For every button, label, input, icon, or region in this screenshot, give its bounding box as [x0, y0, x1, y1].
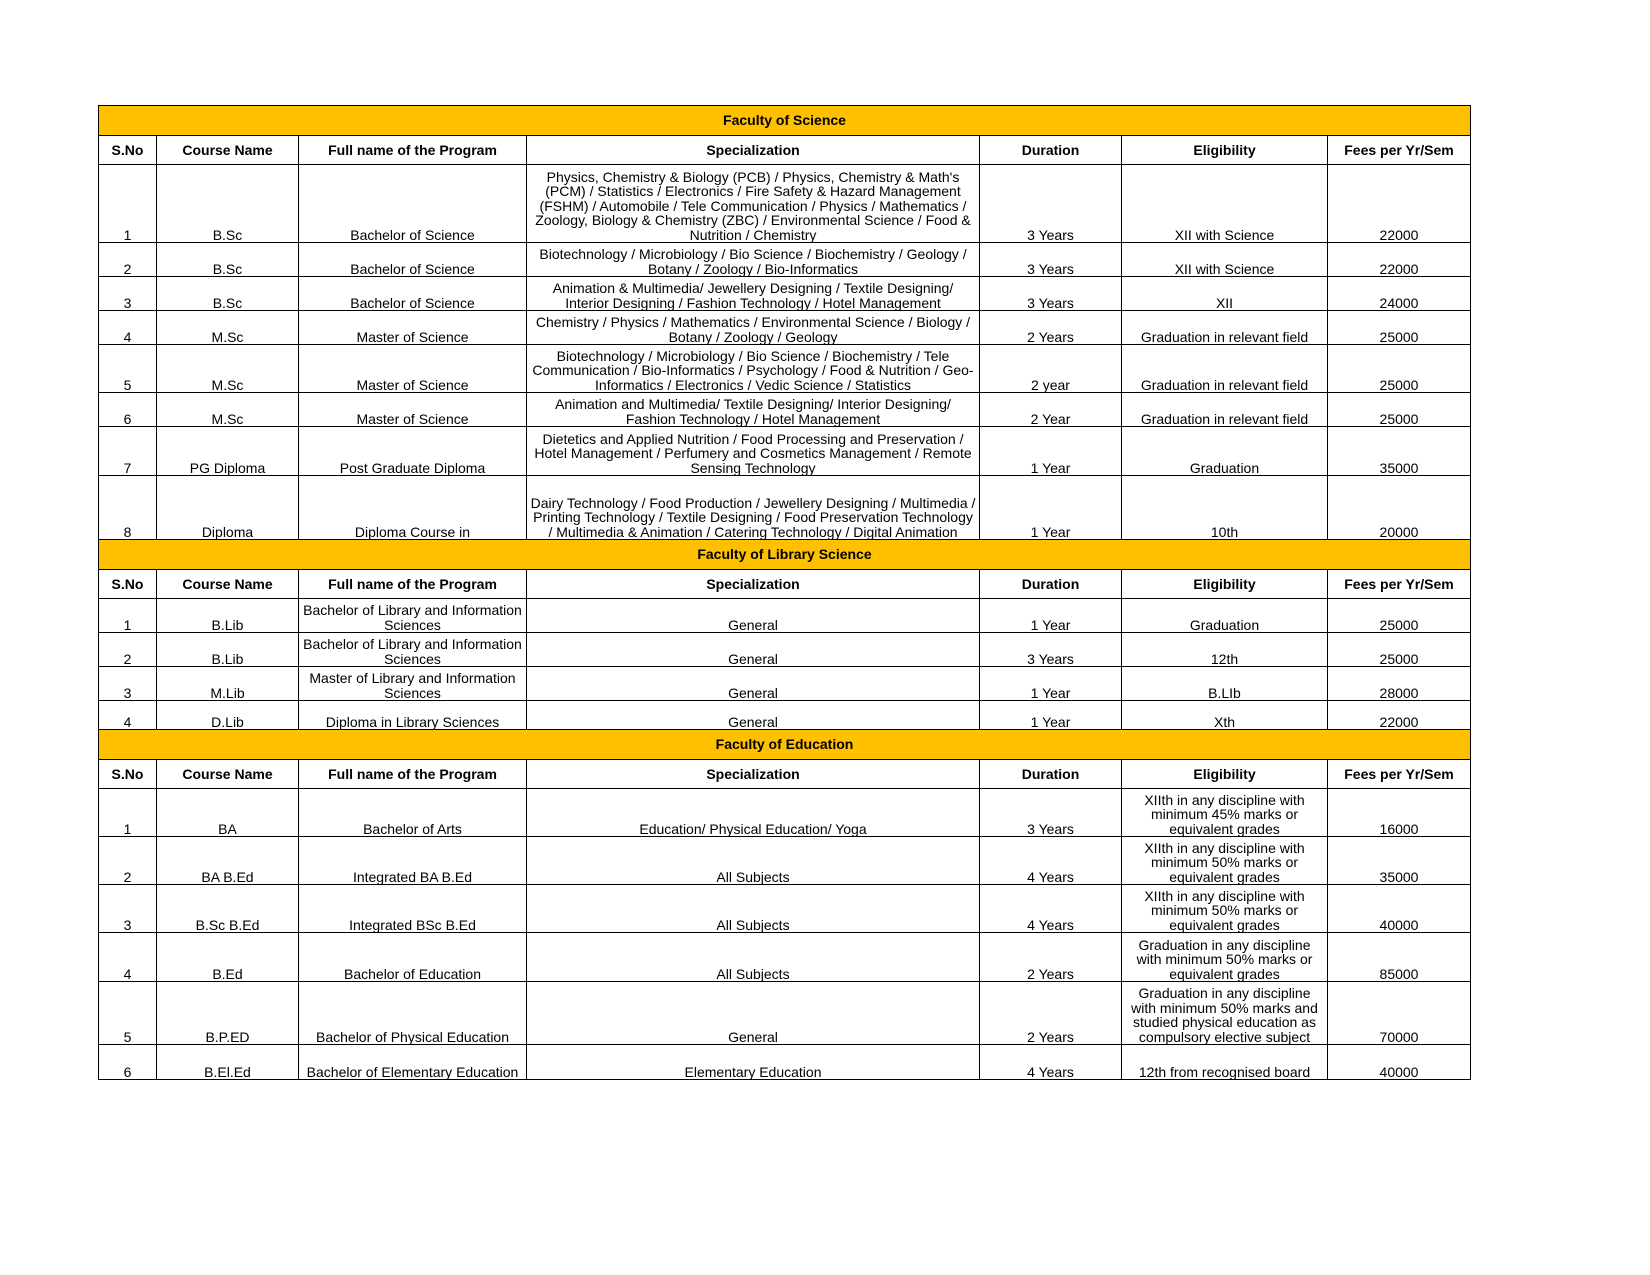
cell-course: BA [157, 789, 299, 837]
faculty-title: Faculty of Science [99, 106, 1471, 136]
cell-full: Bachelor of Physical Education [299, 982, 527, 1045]
cell-fees: 25000 [1328, 633, 1471, 667]
cell-spec: Education/ Physical Education/ Yoga [527, 789, 980, 837]
cell-spec: Animation and Multimedia/ Textile Designing/ Interior Designing/ Fashion Technology / Hotel Management [527, 393, 980, 427]
cell-elig: Graduation in relevant field [1122, 311, 1328, 345]
cell-sno: 1 [99, 165, 157, 243]
cell-fees: 40000 [1328, 1045, 1471, 1080]
cell-sno: 6 [99, 1045, 157, 1080]
column-header-spec: Specialization [527, 136, 980, 165]
cell-elig: XIIth in any discipline with minimum 50% marks or equivalent grades [1122, 837, 1328, 885]
cell-elig: Graduation in any discipline with minimum 50% marks or equivalent grades [1122, 933, 1328, 982]
cell-full: Master of Science [299, 393, 527, 427]
faculty-title: Faculty of Education [99, 730, 1471, 760]
cell-elig: XII [1122, 277, 1328, 311]
cell-fees: 35000 [1328, 837, 1471, 885]
cell-duration: 4 Years [980, 1045, 1122, 1080]
cell-course: BA B.Ed [157, 837, 299, 885]
courses-table [98, 105, 1471, 1080]
cell-full: Post Graduate Diploma [299, 427, 527, 476]
table-row [99, 982, 1471, 1045]
column-header-full: Full name of the Program [299, 570, 527, 599]
cell-course: B.Lib [157, 633, 299, 667]
cell-course: B.Sc B.Ed [157, 885, 299, 933]
cell-fees: 24000 [1328, 277, 1471, 311]
cell-fees: 25000 [1328, 345, 1471, 393]
cell-duration: 1 Year [980, 427, 1122, 476]
header-row [99, 136, 1471, 165]
cell-sno: 8 [99, 476, 157, 540]
cell-fees: 16000 [1328, 789, 1471, 837]
cell-full: Bachelor of Science [299, 243, 527, 277]
cell-full: Bachelor of Education [299, 933, 527, 982]
cell-elig: B.LIb [1122, 667, 1328, 701]
cell-duration: 2 year [980, 345, 1122, 393]
cell-spec: Elementary Education [527, 1045, 980, 1080]
cell-elig: Xth [1122, 701, 1328, 730]
cell-sno: 4 [99, 701, 157, 730]
cell-elig: 12th from recognised board [1122, 1045, 1328, 1080]
column-header-fees: Fees per Yr/Sem [1328, 136, 1471, 165]
cell-elig: 12th [1122, 633, 1328, 667]
cell-sno: 2 [99, 243, 157, 277]
table-row [99, 599, 1471, 633]
cell-full: Bachelor of Science [299, 165, 527, 243]
cell-duration: 1 Year [980, 599, 1122, 633]
table-row [99, 393, 1471, 427]
cell-fees: 40000 [1328, 885, 1471, 933]
cell-duration: 2 Years [980, 982, 1122, 1045]
cell-sno: 3 [99, 667, 157, 701]
table-row [99, 277, 1471, 311]
cell-course: PG Diploma [157, 427, 299, 476]
column-header-duration: Duration [980, 760, 1122, 789]
cell-spec: General [527, 667, 980, 701]
cell-spec: General [527, 633, 980, 667]
cell-course: M.Sc [157, 393, 299, 427]
table-row [99, 427, 1471, 476]
cell-elig: 10th [1122, 476, 1328, 540]
table-row [99, 701, 1471, 730]
column-header-course: Course Name [157, 760, 299, 789]
table-row [99, 885, 1471, 933]
table-row [99, 345, 1471, 393]
cell-spec: Dairy Technology / Food Production / Jewellery Designing / Multimedia / Printing Technology / Textile Designing / Food Preservation Technology / Multimedia & Animation / Catering Technology / Digital Animation [527, 476, 980, 540]
column-header-sno: S.No [99, 570, 157, 599]
table-row [99, 789, 1471, 837]
cell-spec: All Subjects [527, 837, 980, 885]
column-header-course: Course Name [157, 136, 299, 165]
cell-fees: 70000 [1328, 982, 1471, 1045]
faculty-title: Faculty of Library Science [99, 540, 1471, 570]
table-row [99, 837, 1471, 885]
column-header-duration: Duration [980, 136, 1122, 165]
cell-duration: 3 Years [980, 165, 1122, 243]
cell-sno: 3 [99, 885, 157, 933]
cell-duration: 3 Years [980, 633, 1122, 667]
cell-course: M.Sc [157, 345, 299, 393]
cell-sno: 7 [99, 427, 157, 476]
cell-duration: 2 Years [980, 933, 1122, 982]
cell-sno: 1 [99, 789, 157, 837]
cell-elig: XII with Science [1122, 165, 1328, 243]
cell-sno: 2 [99, 633, 157, 667]
table-row [99, 165, 1471, 243]
faculty-title-row [99, 730, 1471, 760]
cell-spec: Animation & Multimedia/ Jewellery Designing / Textile Designing/ Interior Designing / Fashion Technology / Hotel Management [527, 277, 980, 311]
column-header-fees: Fees per Yr/Sem [1328, 570, 1471, 599]
cell-duration: 2 Years [980, 311, 1122, 345]
column-header-spec: Specialization [527, 760, 980, 789]
cell-duration: 4 Years [980, 837, 1122, 885]
cell-duration: 4 Years [980, 885, 1122, 933]
column-header-duration: Duration [980, 570, 1122, 599]
cell-fees: 22000 [1328, 243, 1471, 277]
cell-spec: General [527, 982, 980, 1045]
cell-fees: 25000 [1328, 599, 1471, 633]
cell-fees: 25000 [1328, 311, 1471, 345]
column-header-elig: Eligibility [1122, 570, 1328, 599]
column-header-course: Course Name [157, 570, 299, 599]
cell-fees: 22000 [1328, 701, 1471, 730]
cell-sno: 5 [99, 982, 157, 1045]
cell-duration: 1 Year [980, 701, 1122, 730]
cell-full: Diploma in Library Sciences [299, 701, 527, 730]
cell-course: B.Sc [157, 165, 299, 243]
table-row [99, 476, 1471, 540]
cell-duration: 3 Years [980, 243, 1122, 277]
cell-full: Diploma Course in [299, 476, 527, 540]
cell-course: D.Lib [157, 701, 299, 730]
cell-spec: Physics, Chemistry & Biology (PCB) / Physics, Chemistry & Math's (PCM) / Statistics / Electronics / Fire Safety & Hazard Management (FSHM) / Automobile / Tele Communication / Physics / Mathematics / Zoology, Biology & Chemistry (ZBC) / Environmental Science / Food & Nutrition / Chemistry [527, 165, 980, 243]
cell-full: Master of Science [299, 345, 527, 393]
cell-elig: Graduation in relevant field [1122, 393, 1328, 427]
cell-elig: Graduation [1122, 427, 1328, 476]
cell-fees: 22000 [1328, 165, 1471, 243]
cell-duration: 1 Year [980, 476, 1122, 540]
cell-course: B.Ed [157, 933, 299, 982]
cell-fees: 25000 [1328, 393, 1471, 427]
cell-full: Bachelor of Library and Information Sciences [299, 633, 527, 667]
cell-course: M.Sc [157, 311, 299, 345]
column-header-sno: S.No [99, 136, 157, 165]
cell-sno: 4 [99, 933, 157, 982]
cell-course: B.Sc [157, 277, 299, 311]
table-row [99, 311, 1471, 345]
column-header-elig: Eligibility [1122, 760, 1328, 789]
cell-duration: 3 Years [980, 789, 1122, 837]
cell-full: Bachelor of Arts [299, 789, 527, 837]
column-header-elig: Eligibility [1122, 136, 1328, 165]
cell-spec: General [527, 599, 980, 633]
table-row [99, 933, 1471, 982]
cell-sno: 2 [99, 837, 157, 885]
column-header-full: Full name of the Program [299, 760, 527, 789]
table-row [99, 243, 1471, 277]
cell-spec: Biotechnology / Microbiology / Bio Science / Biochemistry / Tele Communication / Bio-Informatics / Psychology / Food & Nutrition / Geo-Informatics / Electronics / Vedic Science / Statistics [527, 345, 980, 393]
table-row [99, 667, 1471, 701]
cell-fees: 85000 [1328, 933, 1471, 982]
faculty-title-row [99, 106, 1471, 136]
header-row [99, 570, 1471, 599]
cell-duration: 1 Year [980, 667, 1122, 701]
cell-fees: 28000 [1328, 667, 1471, 701]
cell-spec: General [527, 701, 980, 730]
header-row [99, 760, 1471, 789]
cell-elig: Graduation [1122, 599, 1328, 633]
cell-spec: Chemistry / Physics / Mathematics / Environmental Science / Biology / Botany / Zoology / Geology [527, 311, 980, 345]
cell-course: B.P.ED [157, 982, 299, 1045]
cell-fees: 35000 [1328, 427, 1471, 476]
cell-full: Bachelor of Elementary Education [299, 1045, 527, 1080]
cell-elig: XII with Science [1122, 243, 1328, 277]
cell-sno: 3 [99, 277, 157, 311]
cell-course: B.Sc [157, 243, 299, 277]
cell-duration: 3 Years [980, 277, 1122, 311]
cell-elig: Graduation in any discipline with minimum 50% marks and studied physical education as compulsory elective subject [1122, 982, 1328, 1045]
cell-duration: 2 Year [980, 393, 1122, 427]
column-header-spec: Specialization [527, 570, 980, 599]
cell-spec: All Subjects [527, 933, 980, 982]
column-header-full: Full name of the Program [299, 136, 527, 165]
column-header-sno: S.No [99, 760, 157, 789]
cell-elig: XIIth in any discipline with minimum 45% marks or equivalent grades [1122, 789, 1328, 837]
cell-spec: Dietetics and Applied Nutrition / Food Processing and Preservation / Hotel Management / Perfumery and Cosmetics Management / Remote Sensing Technology [527, 427, 980, 476]
cell-sno: 6 [99, 393, 157, 427]
cell-full: Integrated BA B.Ed [299, 837, 527, 885]
cell-full: Integrated BSc B.Ed [299, 885, 527, 933]
cell-course: B.El.Ed [157, 1045, 299, 1080]
cell-sno: 1 [99, 599, 157, 633]
faculty-title-row [99, 540, 1471, 570]
cell-elig: XIIth in any discipline with minimum 50% marks or equivalent grades [1122, 885, 1328, 933]
cell-full: Master of Library and Information Sciences [299, 667, 527, 701]
table-row [99, 633, 1471, 667]
cell-fees: 20000 [1328, 476, 1471, 540]
table-row [99, 1045, 1471, 1080]
cell-full: Bachelor of Science [299, 277, 527, 311]
cell-full: Master of Science [299, 311, 527, 345]
column-header-fees: Fees per Yr/Sem [1328, 760, 1471, 789]
cell-elig: Graduation in relevant field [1122, 345, 1328, 393]
cell-spec: Biotechnology / Microbiology / Bio Science / Biochemistry / Geology / Botany / Zoology / Bio-Informatics [527, 243, 980, 277]
cell-sno: 5 [99, 345, 157, 393]
cell-course: Diploma [157, 476, 299, 540]
cell-spec: All Subjects [527, 885, 980, 933]
cell-full: Bachelor of Library and Information Sciences [299, 599, 527, 633]
cell-course: M.Lib [157, 667, 299, 701]
cell-sno: 4 [99, 311, 157, 345]
cell-course: B.Lib [157, 599, 299, 633]
